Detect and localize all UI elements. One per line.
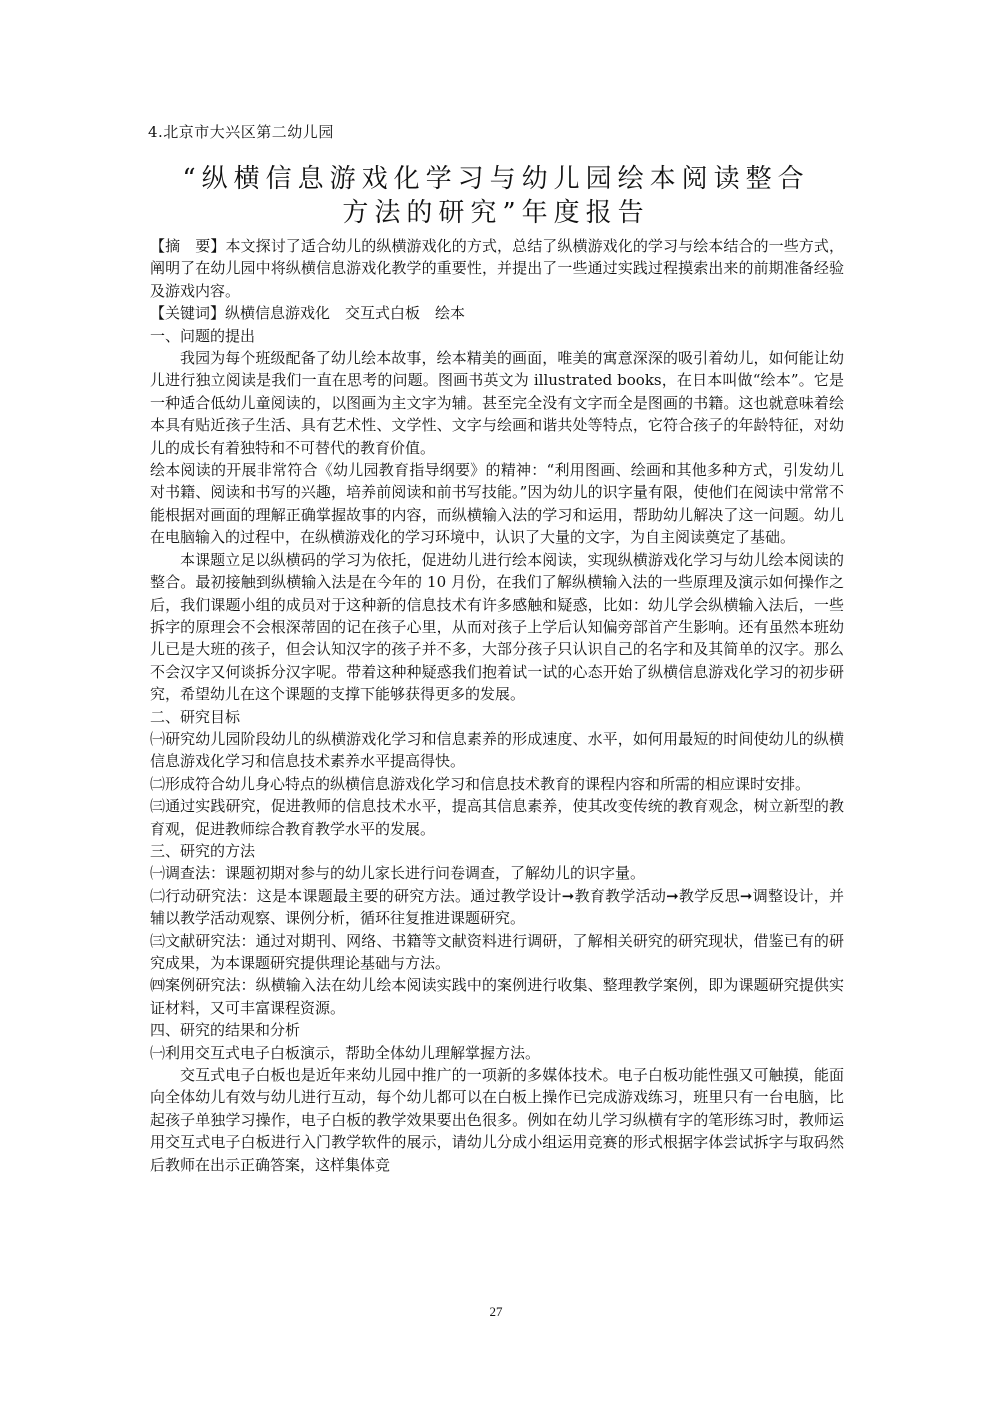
keywords: 【关键词】纵横信息游戏化 交互式白板 绘本 — [150, 304, 466, 323]
paragraph: 本课题立足以纵横码的学习为依托，促进幼儿进行绘本阅读，实现纵横游戏化学习与幼儿绘本阅读的整合。最初接触到纵横输入法是在今年的 10 月份，在我们了解纵横输入法的一些原理及演示如何操作之后，我们课题小组的成员对于这种新的信息技术有许多感触和疑惑，比如：幼儿学会纵横输入法后，一些拆字的原理会不会根深蒂固的记在孩子心里，从而对孩子上学后认知偏旁部首产生影响。还有虽然本班幼儿已是大班的孩子，但会认知汉字的孩子并不多，大部分孩子只认识自己的名字和及其简单的汉字。那么不会汉字又何谈拆分汉字呢。带着这种种疑惑我们抱着试一试的心态开始了纵横信息游戏化学习的初步研究，希望幼儿在这个课题的支撑下能够获得更多的发展。 — [150, 550, 844, 704]
section-heading-1: 一、问题的提出 — [150, 326, 256, 345]
paragraph: 我园为每个班级配备了幼儿绘本故事，绘本精美的画面，唯美的寓意深深的吸引着幼儿，如何能让幼儿进行独立阅读是我们一直在思考的问题。图画书英文为 illustrated books，在日本叫做“绘本”。它是一种适合低幼儿童阅读的，以图画为主文字为辅。甚至完全没有文字而全是图画的书籍。这也就意味着绘本具有贴近孩子生活、具有艺术性、文学性、文字与绘画和谐共处等特点，它符合孩子的年龄特征，对幼儿的成长有着独特和不可替代的教育价值。 — [150, 349, 844, 457]
institution-label: 4.北京市大兴区第二幼儿园 — [148, 123, 334, 141]
goal-item: ㈢通过实践研究，促进教师的信息技术水平，提高其信息素养，使其改变传统的教育观念，树立新型的教育观，促进教师综合教育教学水平的发展。 — [150, 797, 844, 838]
method-item: ㈢文献研究法：通过对期刊、网络、书籍等文献资料进行调研，了解相关研究的研究现状，借鉴已有的研究成果，为本课题研究提供理论基础与方法。 — [150, 931, 844, 972]
report-title-line-2: 方法的研究”年度报告 — [342, 198, 650, 228]
section-heading-4: 四、研究的结果和分析 — [150, 1021, 301, 1040]
section-heading-3: 三、研究的方法 — [150, 841, 256, 860]
report-title-line-1: “纵横信息游戏化学习与幼儿园绘本阅读整合 — [182, 164, 810, 194]
result-title: ㈠利用交互式电子白板演示，帮助全体幼儿理解掌握方法。 — [150, 1043, 541, 1062]
method-item: ㈣案例研究法：纵横输入法在幼儿绘本阅读实践中的案例进行收集、整理教学案例，即为课题研究提供实证材料，又可丰富课程资源。 — [150, 976, 844, 1017]
paragraph: 绘本阅读的开展非常符合《幼儿园教育指导纲要》的精神：“利用图画、绘画和其他多种方式，引发幼儿对书籍、阅读和书写的兴趣，培养前阅读和前书写技能。”因为幼儿的识字量有限，使他们在阅读中常常不能根据对画面的理解正确掌握故事的内容，而纵横输入法的学习和运用，帮助幼儿解决了这一问题。幼儿在电脑输入的过程中，在纵横游戏化的学习环境中，认识了大量的文字，为自主阅读奠定了基础。 — [150, 461, 844, 547]
method-item: ㈠调查法：课题初期对参与的幼儿家长进行问卷调查，了解幼儿的识字量。 — [150, 864, 646, 883]
goal-item: ㈡形成符合幼儿身心特点的纵横信息游戏化学习和信息技术教育的课程内容和所需的相应课时安排。 — [150, 774, 811, 793]
page-number: 27 — [489, 1304, 503, 1319]
section-heading-2: 二、研究目标 — [150, 707, 241, 726]
method-item: ㈡行动研究法：这是本课题最主要的研究方法。通过教学设计➞教育教学活动➞教学反思➞调整设计，并辅以教学活动观察、课例分析，循环往复推进课题研究。 — [150, 886, 844, 928]
paragraph: 交互式电子白板也是近年来幼儿园中推广的一项新的多媒体技术。电子白板功能性强又可触摸，能面向全体幼儿有效与幼儿进行互动，每个幼儿都可以在白板上操作已完成游戏练习，班里只有一台电脑，比起孩子单独学习操作，电子白板的教学效果要出色很多。例如在幼儿学习纵横有字的笔形练习时，教师运用交互式电子白板进行入门教学软件的展示，请幼儿分成小组运用竞赛的形式根据字体尝试拆字与取码然后教师在出示正确答案，这样集体竞 — [150, 1066, 844, 1174]
goal-item: ㈠研究幼儿园阶段幼儿的纵横游戏化学习和信息素养的形成速度、水平，如何用最短的时间使幼儿的纵横信息游戏化学习和信息技术素养水平提高得快。 — [150, 729, 844, 771]
abstract: 【摘 要】本文探讨了适合幼儿的纵横游戏化的方式，总结了纵横游戏化的学习与绘本结合的一些方式，阐明了在幼儿园中将纵横信息游戏化教学的重要性，并提出了一些通过实践过程摸索出来的前期准备经验及游戏内容。 — [150, 237, 844, 300]
document-body — [150, 235, 844, 1176]
